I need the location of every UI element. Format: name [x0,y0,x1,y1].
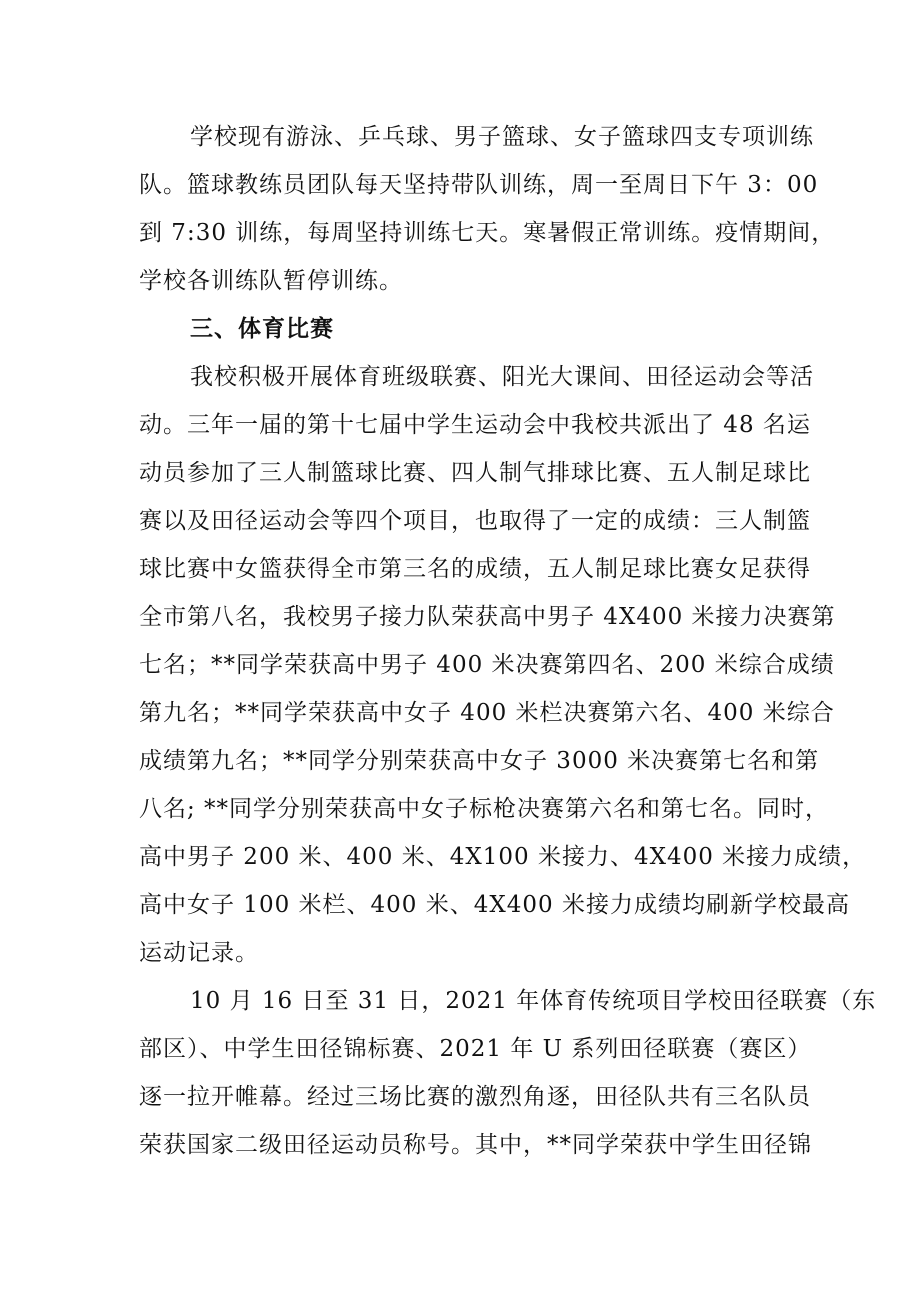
paragraph-2-line-6: 全市第八名，我校男子接力队荣获高中男子 4X400 米接力决赛第 [139,604,836,630]
paragraph-2-line-3: 动员参加了三人制篮球比赛、四人制气排球比赛、五人制足球比 [139,460,811,486]
paragraph-2-line-4: 赛以及田径运动会等四个项目，也取得了一定的成绩：三人制篮 [139,508,811,534]
paragraph-1-line-1: 学校现有游泳、乒乓球、男子篮球、女子篮球四支专项训练 [190,124,814,150]
paragraph-2-line-13: 运动记录。 [139,940,259,966]
section-heading-sports-competitions: 三、体育比赛 [190,316,334,342]
paragraph-3-line-4: 荣获国家二级田径运动员称号。其中，**同学荣获中学生田径锦 [139,1132,812,1158]
paragraph-3-line-3: 逐一拉开帷幕。经过三场比赛的激烈角逐，田径队共有三名队员 [139,1084,811,1110]
paragraph-2-line-12: 高中女子 100 米栏、400 米、4X400 米接力成绩均刷新学校最高 [139,892,850,918]
paragraph-2-line-8: 第九名；**同学荣获高中女子 400 米栏决赛第六名、400 米综合 [139,700,835,726]
paragraph-2-line-7: 七名；**同学荣获高中男子 400 米决赛第四名、200 米综合成绩 [139,652,835,678]
paragraph-2-line-2: 动。三年一届的第十七届中学生运动会中我校共派出了 48 名运 [139,412,811,438]
paragraph-3-line-2: 部区）、中学生田径锦标赛、2021 年 U 系列田径联赛（赛区） [139,1036,812,1062]
paragraph-2-line-1: 我校积极开展体育班级联赛、阳光大课间、田径运动会等活 [190,364,814,390]
paragraph-1-line-2: 队。篮球教练员团队每天坚持带队训练，周一至周日下午 3：00 [139,172,819,198]
paragraph-1-line-4: 学校各训练队暂停训练。 [139,268,403,294]
paragraph-2-line-10: 八名; **同学分别荣获高中女子标枪决赛第六名和第七名。同时， [139,796,830,822]
paragraph-2-line-9: 成绩第九名；**同学分别荣获高中女子 3000 米决赛第七名和第 [139,748,820,774]
paragraph-2-line-11: 高中男子 200 米、400 米、4X100 米接力、4X400 米接力成绩， [139,844,867,870]
paragraph-2-line-5: 球比赛中女篮获得全市第三名的成绩，五人制足球比赛女足获得 [139,556,811,582]
paragraph-3-line-1: 10 月 16 日至 31 日，2021 年体育传统项目学校田径联赛（东 [190,988,877,1014]
paragraph-1-line-3: 到 7:30 训练，每周坚持训练七天。寒暑假正常训练。疫情期间， [139,220,836,246]
